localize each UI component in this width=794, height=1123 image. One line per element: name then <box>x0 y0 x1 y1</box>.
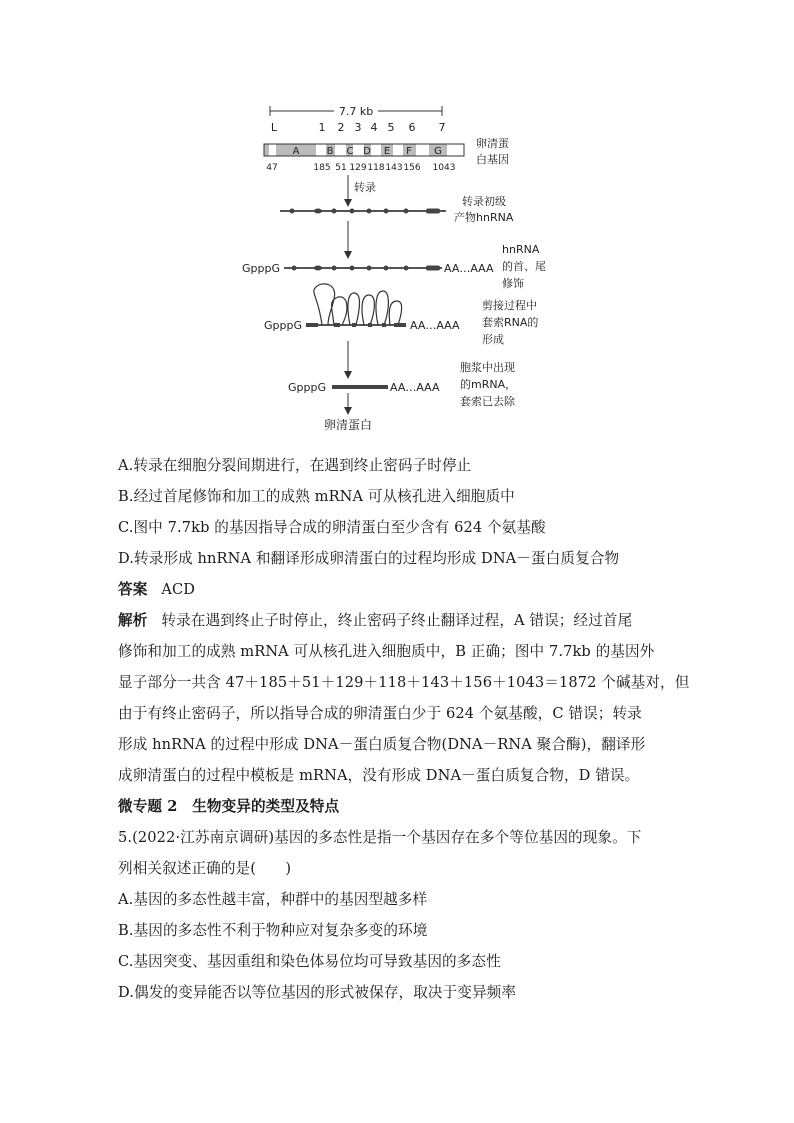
analysis-text: 转录在遇到终止子时停止，终止密码子终止翻译过程，A 错误；经过首尾 <box>161 612 633 629</box>
exon-letter: D <box>363 146 371 157</box>
gene-label: 白基因 <box>476 153 509 166</box>
mature-mrna-strand <box>332 385 388 389</box>
q5-option-a: A.基因的多态性越丰富，种群中的基因型越多样 <box>118 891 428 908</box>
cap-label: GpppG <box>242 262 280 275</box>
splicing-loops <box>306 284 406 327</box>
intron-number: 4 <box>370 121 378 134</box>
intron-number: 5 <box>387 121 395 134</box>
option-c: C.图中 7.7kb 的基因指导合成的卵清蛋白至少含有 624 个氨基酸 <box>118 519 546 536</box>
tail-label: AA…AAA <box>390 381 440 394</box>
mrna-label: 胞浆中出现 <box>460 361 515 374</box>
splicing-label: 形成 <box>482 333 504 346</box>
option-d: D.转录形成 hnRNA 和翻译形成卵清蛋白的过程均形成 DNA－蛋白质复合物 <box>118 550 620 567</box>
exon-letter: B <box>326 146 334 157</box>
exon-letter: E <box>383 146 391 157</box>
intron-number: 1 <box>318 121 326 134</box>
protein-label: 卵清蛋白 <box>323 418 373 432</box>
mrna-label: 套索已去除 <box>460 395 515 408</box>
q5-option-c: C.基因突变、基因重组和染色体易位均可导致基因的多态性 <box>118 953 501 970</box>
l-label: L <box>270 121 278 134</box>
hnrna-strand <box>280 209 446 214</box>
q5-stem: 列相关叙述正确的是( ) <box>118 860 292 877</box>
exon-letter: G <box>434 146 442 157</box>
answer-label: 答案 <box>118 581 148 598</box>
transcription-label: 转录 <box>354 181 376 194</box>
exon-length: 129 <box>349 163 367 173</box>
q5-option-b: B.基因的多态性不利于物种应对复杂多变的环境 <box>118 922 428 939</box>
answer-line <box>118 574 678 605</box>
q5-stem: 5.(2022·江苏南京调研)基因的多态性是指一个基因存在多个等位基因的现象。下 <box>118 829 642 846</box>
length-label: 7.7 kb <box>338 105 374 118</box>
figure-svg <box>230 95 590 440</box>
capped-hnrna-strand <box>284 266 442 271</box>
exon-length: 118 <box>367 163 385 173</box>
tail-label: AA…AAA <box>444 262 494 275</box>
cap-label: GpppG <box>288 381 326 394</box>
analysis-line <box>118 605 678 636</box>
intron-numbers <box>319 121 446 134</box>
exon-length: 1043 <box>432 163 456 173</box>
bottom-numbers <box>266 163 455 173</box>
analysis-line: 成卵清蛋白的过程中模板是 mRNA，没有形成 DNA－蛋白质复合物，D 错误。 <box>118 767 640 784</box>
exon-letter: A <box>292 146 300 157</box>
ovalbumin-gene-figure <box>230 95 590 440</box>
hnrna-label: 产物hnRNA <box>454 211 514 224</box>
exon-length: 185 <box>313 163 331 173</box>
q5-option-d: D.偶发的变异能否以等位基因的形式被保存，取决于变异频率 <box>118 984 517 1001</box>
splicing-label: 套索RNA的 <box>482 316 539 329</box>
exon-length: 47 <box>266 163 278 173</box>
intron-number: 3 <box>354 121 362 134</box>
analysis-line: 显子部分一共含 47＋185＋51＋129＋118＋143＋156＋1043＝1872 个碱基对，但 <box>118 674 690 691</box>
analysis-line: 由于有终止密码子，所以指导合成的卵清蛋白少于 624 个氨基酸，C 错误；转录 <box>118 705 642 722</box>
analysis-label: 解析 <box>118 612 148 629</box>
analysis-line: 修饰和加工的成熟 mRNA 可从核孔进入细胞质中，B 正确；图中 7.7kb 的基因外 <box>118 643 655 660</box>
answer-value: ACD <box>161 581 196 598</box>
modification-label: 的首、尾 <box>502 260 546 273</box>
q4-options <box>118 450 690 1008</box>
hnrna-label: 转录初级 <box>462 195 506 208</box>
section-heading: 微专题 2 生物变异的类型及特点 <box>118 798 340 815</box>
intron-number: 2 <box>337 121 345 134</box>
splicing-label: 剪接过程中 <box>482 299 537 312</box>
intron-number: 6 <box>408 121 416 134</box>
scale-bar <box>270 104 442 118</box>
exon-length: 51 <box>335 163 347 173</box>
exon-length: 143 <box>385 163 403 173</box>
analysis-line: 形成 hnRNA 的过程中形成 DNA－蛋白质复合物(DNA－RNA 聚合酶)，翻译形 <box>118 736 646 753</box>
modification-label: hnRNA <box>502 243 540 256</box>
modification-label: 修饰 <box>502 277 524 290</box>
exon-letter: C <box>346 146 354 157</box>
exon-length: 156 <box>403 163 421 173</box>
tail-label: AA…AAA <box>410 319 460 332</box>
exon-letter: F <box>406 146 412 157</box>
gene-label: 卵清蛋 <box>476 137 509 150</box>
mrna-label: 的mRNA， <box>460 378 517 391</box>
cap-label: GpppG <box>264 319 302 332</box>
intron-number: 7 <box>438 121 446 134</box>
option-a: A.转录在细胞分裂间期进行，在遇到终止密码子时停止 <box>118 457 472 474</box>
option-b: B.经过首尾修饰和加工的成熟 mRNA 可从核孔进入细胞质中 <box>118 488 515 505</box>
